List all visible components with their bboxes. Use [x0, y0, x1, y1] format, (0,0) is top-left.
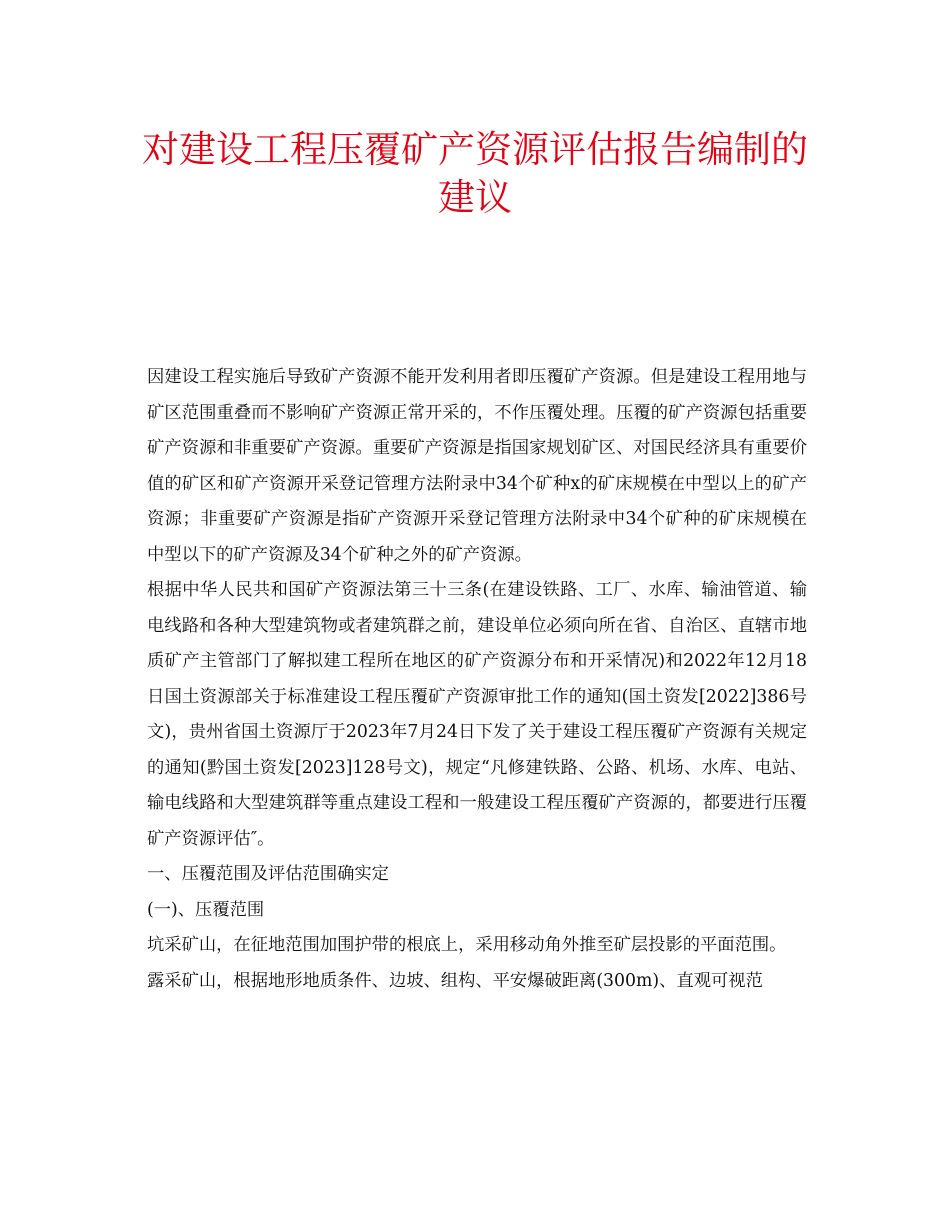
subsection-heading: (一)、压覆范围 — [147, 899, 265, 920]
paragraph-intro: 因建设工程实施后导致矿产资源不能开发利用者即压覆矿产资源。但是建设工程用地与矿区范围重叠而不影响矿产资源正常开采的，不作压覆处理。压覆的矿产资源包括重要矿产资源和非重要矿产资源。重要矿产资源是指国家规划矿区、对国民经济具有重要价值的矿区和矿产资源开采登记管理方法附录中34个矿种x的矿床规模在中型以上的矿产资源；非重要矿产资源是指矿产资源开采登记管理方法附录中34个矿种的矿床规模在中型以下的矿产资源及34个矿种之外的矿产资源。 — [147, 367, 807, 565]
paragraph-legal-basis: 根据中华人民共和国矿产资源法第三十三条(在建设铁路、工厂、水库、输油管道、输电线路和各种大型建筑物或者建筑群之前，建设单位必须向所在省、自治区、直辖市地质矿产主管部门了解拟建工程所在地区的矿产资源分布和开采情况)和2022年12月18日国土资源部关于标准建设工程压覆矿产资源审批工作的通知(国土资发[2022]386号文)，贵州省国土资源厅于2023年7月24日下发了关于建设工程压覆矿产资源有关规定的通知(黔国土资发[2023]128号文)，规定“凡修建铁路、公路、机场、水库、电站、输电线路和大型建筑群等重点建设工程和一般建设工程压覆矿产资源的，都要进行压覆矿产资源评估″。 — [147, 580, 807, 849]
paragraph-underground-mining: 坑采矿山，在征地范围加围护带的根底上，采用移动角外推至矿层投影的平面范围。 — [147, 935, 787, 955]
section-heading: 一、压覆范围及评估范围确实定 — [147, 864, 389, 884]
document-body — [147, 360, 807, 999]
document-title: 对建设工程压覆矿产资源评估报告编制的建议 — [142, 128, 808, 219]
paragraph-open-pit-mining: 露采矿山，根据地形地质条件、边坡、组构、平安爆破距离(300m)、直观可视范 — [147, 970, 763, 991]
